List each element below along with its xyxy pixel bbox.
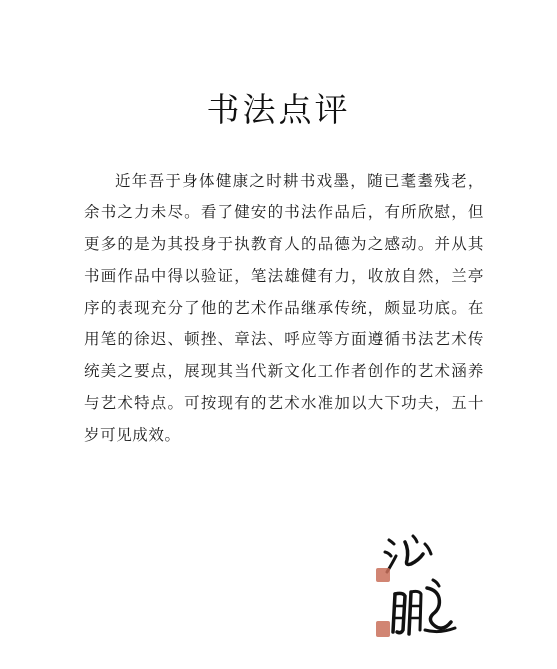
red-seal-stamp [376, 568, 390, 582]
page-title: 书法点评 [206, 90, 351, 130]
red-seal-stamp [376, 621, 390, 637]
review-paragraph: 近年吾于身体健康之时耕书戏墨，随已耄耋残老，余书之力未尽。看了健安的书法作品后，有所欣慰，但更多的是为其投身于执教育人的品德为之感动。并从其书画作品中得以验证，笔法雄健有力，收放自然，兰亭序的表现充分了他的艺术作品继承传统，颇显功底。在用笔的徐迟、顿挫、章法、呼应等方面遵循书法艺术传统美之要点，展现其当代新文化工作者创作的艺术涵养与艺术特点。可按现有的艺术水准加以大下功夫，五十岁可见成效。 [84, 171, 484, 444]
